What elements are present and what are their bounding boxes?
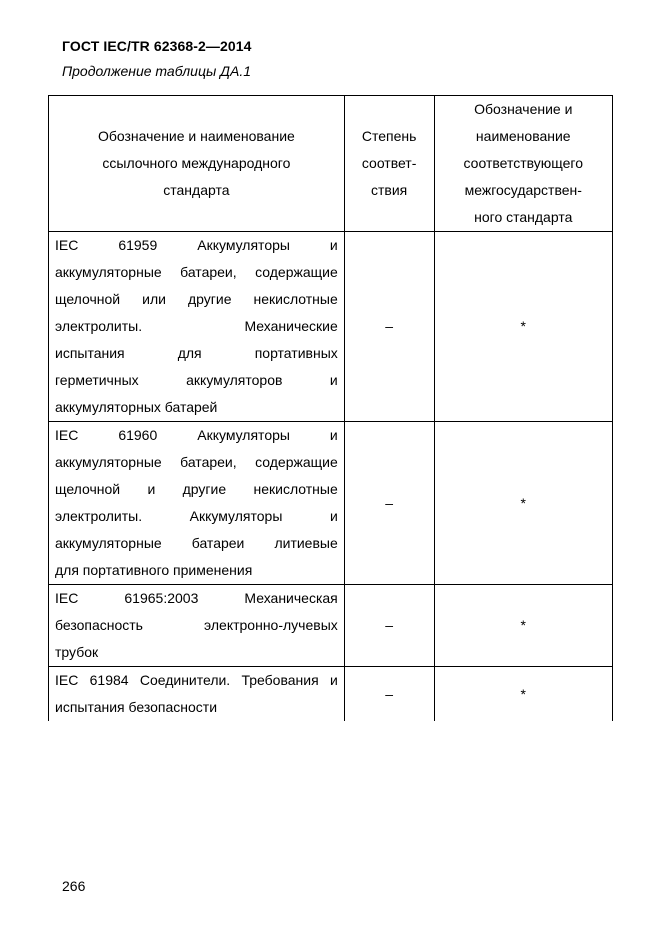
table-header-row bbox=[49, 96, 613, 232]
international-standard-cell: IEC 61965:2003 Механическая безопасность электронно-лучевых трубок bbox=[49, 585, 345, 667]
international-standard-cell: IEC 61984 Соединители. Требования и испытания безопасности bbox=[49, 667, 345, 722]
column-header-international-standard: Обозначение и наименование ссылочного международного стандарта bbox=[49, 96, 345, 232]
table-row bbox=[49, 422, 613, 585]
column-header-degree-of-correspondence: Степень соответ- ствия bbox=[344, 96, 434, 232]
equivalent-standard-cell: * bbox=[434, 667, 612, 722]
document-id: ГОСТ IEC/TR 62368-2—2014 bbox=[62, 38, 252, 54]
degree-cell: – bbox=[344, 232, 434, 422]
equivalent-standard-cell: * bbox=[434, 422, 612, 585]
international-standard-cell: IEC 61960 Аккумуляторы и аккумуляторные батареи, содержащие щелочной и другие некислотные электролиты. Аккумуляторы и аккумуляторные батареи литиевые для портативного применения bbox=[49, 422, 345, 585]
table-continuation-caption: Продолжение таблицы ДА.1 bbox=[62, 63, 252, 79]
table-row bbox=[49, 232, 613, 422]
degree-cell: – bbox=[344, 585, 434, 667]
standards-correspondence-table bbox=[48, 95, 613, 721]
degree-cell: – bbox=[344, 422, 434, 585]
degree-cell: – bbox=[344, 667, 434, 722]
page-number: 266 bbox=[62, 878, 86, 894]
table-row bbox=[49, 585, 613, 667]
table-row bbox=[49, 667, 613, 722]
column-header-interstate-standard: Обозначение и наименование соответствующего межгосударствен- ного стандарта bbox=[434, 96, 612, 232]
equivalent-standard-cell: * bbox=[434, 232, 612, 422]
international-standard-cell: IEC 61959 Аккумуляторы и аккумуляторные батареи, содержащие щелочной или другие некислотные электролиты. Механические испытания для портативных герметичных аккумуляторов и аккумуляторных батарей bbox=[49, 232, 345, 422]
equivalent-standard-cell: * bbox=[434, 585, 612, 667]
